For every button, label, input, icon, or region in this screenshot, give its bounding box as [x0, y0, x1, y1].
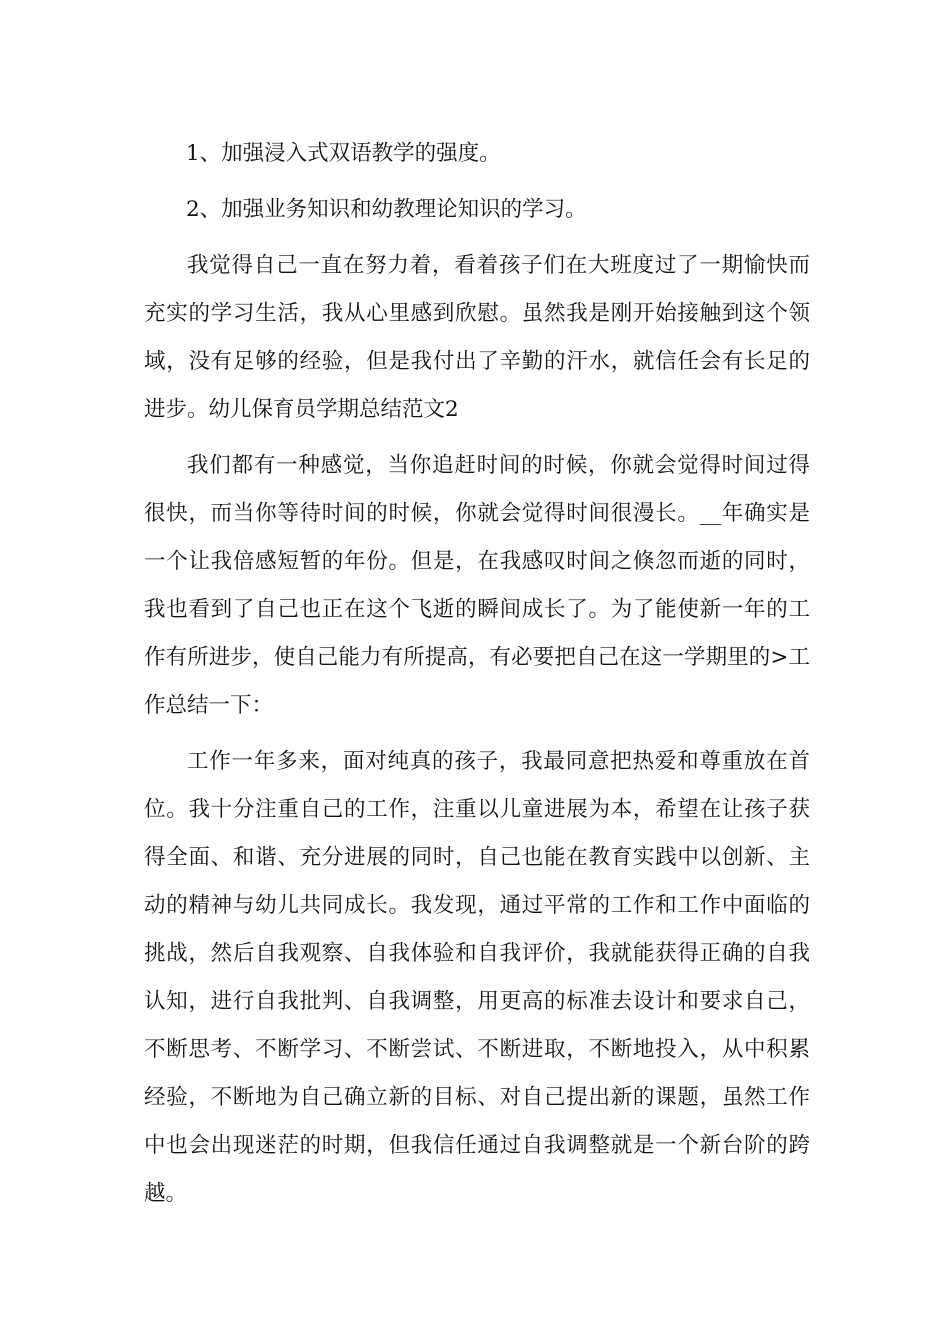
document-body — [144, 130, 810, 1218]
paragraph-1: 我觉得自己一直在努力着，看着孩子们在大班度过了一期愉快而充实的学习生活，我从心里感到欣慰。虽然我是刚开始接触到这个领域，没有足够的经验，但是我付出了辛勤的汗水，就信任会有长足的进步。幼儿保育员学期总结范文2 — [144, 253, 810, 422]
spacer — [144, 178, 810, 186]
list-item-1: 1、加强浸入式双语教学的强度。 — [186, 141, 501, 166]
paragraph-2: 我们都有一种感觉，当你追赶时间的时候，你就会觉得时间过得很快，而当你等待时间的时候，你就会觉得时间很漫长。__年确实是一个让我倍感短暂的年份。但是，在我感叹时间之倏忽而逝的同时，我也看到了自己也正在这个飞逝的瞬间成长了。为了能使新一年的工作有所进步，使自己能力有所提高，有必要把自己在这一学期里的>工作总结一下： — [144, 453, 810, 718]
spacer — [144, 434, 810, 442]
spacer — [144, 234, 810, 242]
spacer — [144, 730, 810, 738]
paragraph-3: 工作一年多来，面对纯真的孩子，我最同意把热爱和尊重放在首位。我十分注重自己的工作，注重以儿童进展为本，希望在让孩子获得全面、和谐、充分进展的同时，自己也能在教育实践中以创新、主动的精神与幼儿共同成长。我发现，通过平常的工作和工作中面临的挑战，然后自我观察、自我体验和自我评价，我就能获得正确的自我认知，进行自我批判、自我调整，用更高的标准去设计和要求自己，不断思考、不断学习、不断尝试、不断进取，不断地投入，从中积累经验，不断地为自己确立新的目标、对自己提出新的课题，虽然工作中也会出现迷茫的时期，但我信任通过自我调整就是一个新台阶的跨越。 — [144, 749, 810, 1206]
list-item-2: 2、加强业务知识和幼教理论知识的学习。 — [186, 197, 587, 222]
